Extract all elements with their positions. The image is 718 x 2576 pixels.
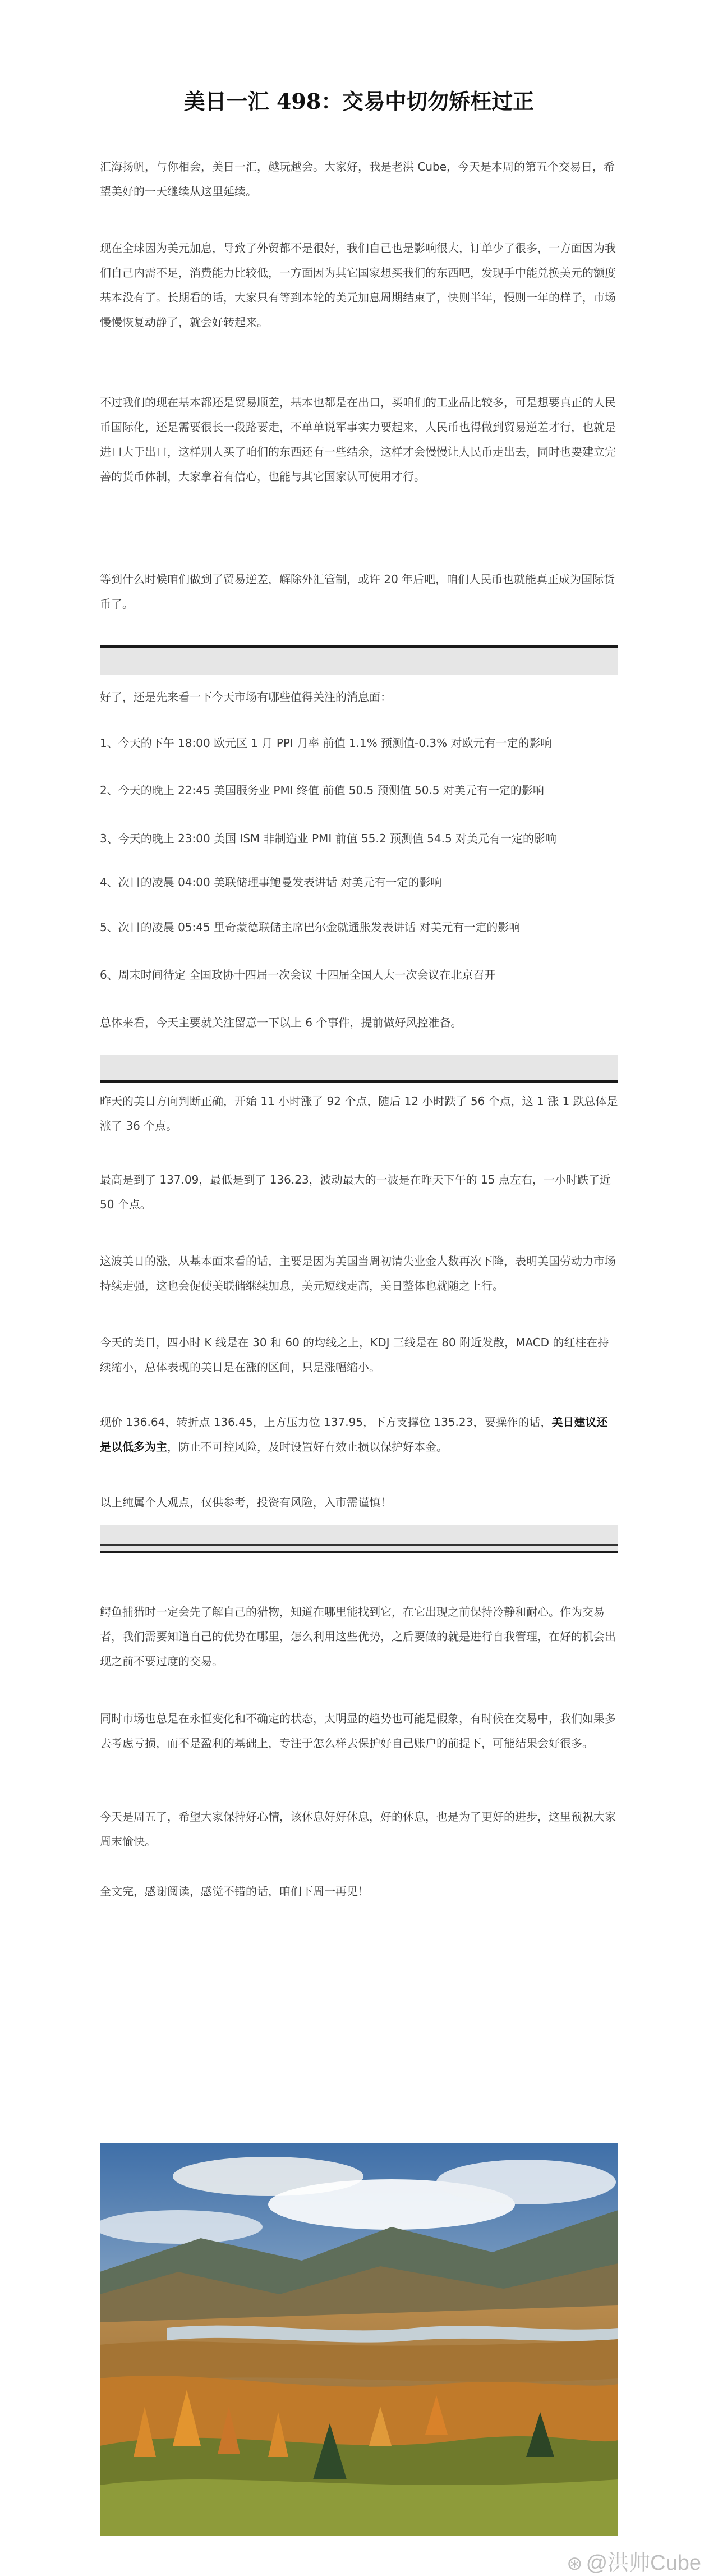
news-item: 2、今天的晚上 22:45 美国服务业 PMI 终值 前值 50.5 预测值 50.5 对美元有一定的影响 <box>100 783 544 797</box>
section-divider <box>100 1055 618 1083</box>
news-intro: 好了，还是先来看一下今天市场有哪些值得关注的消息面： <box>100 690 392 704</box>
news-item: 4、次日的凌晨 04:00 美联储理事鲍曼发表讲话 对美元有一定的影响 <box>100 876 442 889</box>
news-item: 3、今天的晚上 23:00 美国 ISM 非制造业 PMI 前值 55.2 预测值 54.5 对美元有一定的影响 <box>100 832 557 845</box>
closing-paragraph: 同时市场也总是在永恒变化和不确定的状态，太明显的趋势也可能是假象，有时候在交易中，我们如果多去考虑亏损，而不是盈利的基础上，专注于怎么样去保护好自己账户的前提下，可能结果会好很多。 <box>100 1712 616 1750</box>
watermark-text: @洪帅Cube <box>586 2551 701 2575</box>
intro-paragraph: 汇海扬帆，与你相会，美日一汇，越玩越会。大家好，我是老洪 Cube，今天是本周的第五个交易日，希望美好的一天继续从这里延续。 <box>100 160 615 198</box>
weibo-icon: ⊛ <box>567 2553 583 2574</box>
analysis-paragraph: 今天的美日，四小时 K 线是在 30 和 60 的均线之上，KDJ 三线是在 80 附近发散，MACD 的红柱在持续缩小，总体表现的美日是在涨的区间，只是涨幅缩小。 <box>100 1336 609 1374</box>
news-item: 1、今天的下午 18:00 欧元区 1 月 PPI 月率 前值 1.1% 预测值-0.3% 对欧元有一定的影响 <box>100 736 552 750</box>
paragraph-rmb: 等到什么时候咱们做到了贸易逆差，解除外汇管制，或许 20 年后吧，咱们人民币也就能真正成为国际货币了。 <box>100 572 615 611</box>
news-summary: 总体来看，今天主要就关注留意一下以上 6 个事件，提前做好风控准备。 <box>100 1016 462 1029</box>
article-title: 美日一汇 498：交易中切勿矫枉过正 <box>183 89 535 114</box>
section-divider <box>100 645 618 675</box>
analysis-text: ，防止不可控风险，及时设置好有效止损以保护好本金。 <box>167 1440 448 1454</box>
analysis-text: 现价 136.64，转折点 136.45，上方压力位 137.95，下方支撑位 135.23，要操作的话， <box>100 1415 552 1429</box>
analysis-paragraph: 最高是到了 137.09，最低是到了 136.23，波动最大的一波是在昨天下午的 15 点左右，一小时跌了近 50 个点。 <box>100 1173 611 1211</box>
closing-paragraph: 全文完，感谢阅读，感觉不错的话，咱们下周一再见！ <box>100 1885 369 1898</box>
analysis-highlight: 美日建议还是以低多为主 <box>100 1415 608 1454</box>
news-item: 5、次日的凌晨 05:45 里奇蒙德联储主席巴尔金就通胀发表讲话 对美元有一定的影响 <box>100 920 521 934</box>
section-divider <box>100 1525 618 1553</box>
paragraph-trade: 不过我们的现在基本都还是贸易顺差，基本也都是在出口，买咱们的工业品比较多，可是想要真正的人民币国际化，还是需要很长一段路要走，不单单说军事实力要起来，人民币也得做到贸易逆差才行，也就是进口大于出口，这样别人买了咱们的东西还有一些结余，这样才会慢慢让人民币走出去，同时也要建立完善的货币体制，大家拿着有信心，也能与其它国家认可使用才行。 <box>100 396 616 483</box>
landscape-photo <box>100 2143 618 2536</box>
closing-paragraph: 鳄鱼捕猎时一定会先了解自己的猎物，知道在哪里能找到它，在它出现之前保持冷静和耐心。作为交易者，我们需要知道自己的优势在哪里，怎么利用这些优势，之后要做的就是进行自我管理，在好的机会出现之前不要过度的交易。 <box>100 1605 616 1668</box>
paragraph-economy: 现在全球因为美元加息，导致了外贸都不是很好，我们自己也是影响很大，订单少了很多，一方面因为我们自己内需不足，消费能力比较低，一方面因为其它国家想买我们的东西吧，发现手中能兑换美元的额度基本没有了。长期看的话，大家只有等到本轮的美元加息周期结束了，快则半年，慢则一年的样子，市场慢慢恢复动静了，就会好转起来。 <box>100 241 616 329</box>
disclaimer: 以上纯属个人观点，仅供参考，投资有风险，入市需谨慎！ <box>100 1496 392 1509</box>
analysis-paragraph: 昨天的美日方向判断正确，开始 11 小时涨了 92 个点，随后 12 小时跌了 56 个点，这 1 涨 1 跌总体是涨了 36 个点。 <box>100 1094 618 1133</box>
news-item: 6、周末时间待定 全国政协十四届一次会议 十四届全国人大一次会议在北京召开 <box>100 968 496 982</box>
closing-paragraph: 今天是周五了，希望大家保持好心情，该休息好好休息，好的休息，也是为了更好的进步，这里预祝大家周末愉快。 <box>100 1810 616 1848</box>
analysis-paragraph: 这波美日的涨，从基本面来看的话，主要是因为美国当周初请失业金人数再次下降，表明美国劳动力市场持续走强，这也会促使美联储继续加息，美元短线走高，美日整体也就随之上行。 <box>100 1254 616 1292</box>
analysis-paragraph <box>100 1410 618 1459</box>
watermark <box>567 2545 701 2576</box>
